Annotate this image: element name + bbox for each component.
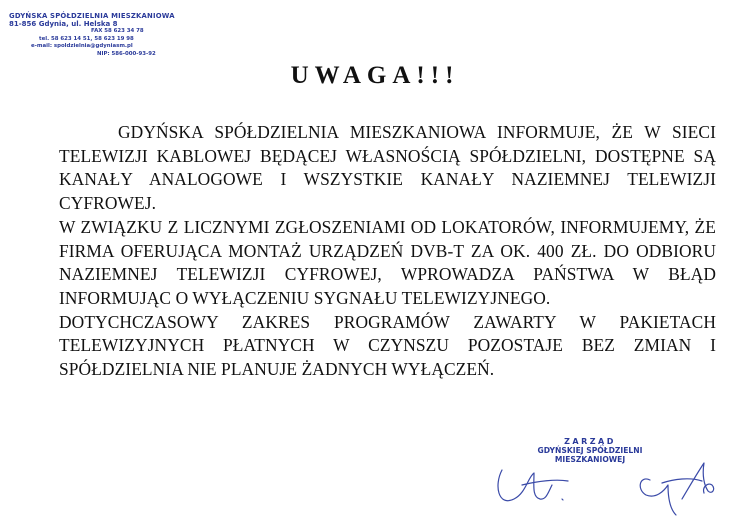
board-stamp-line-1: ZARZĄD — [564, 437, 616, 446]
stamp-email: e-mail: spoldzielnia@gdyniasm.pl — [31, 43, 133, 50]
stamp-org-name: GDYŃSKA SPÓŁDZIELNIA MIESZKANIOWA — [9, 12, 175, 20]
signatures — [490, 455, 730, 522]
board-stamp-line-2: GDYŃSKIEJ SPÓŁDZIELNI — [537, 446, 643, 455]
signature-left — [498, 470, 568, 501]
notice-paragraph-1: GDYŃSKA SPÓŁDZIELNIA MIESZKANIOWA INFORMUJE, ŻE W SIECI TELEWIZJI KABLOWEJ BĘDĄCEJ WŁASNOŚCIĄ SPÓŁDZIELNI, DOSTĘPNE SĄ KANAŁY ANALOGOWE I WSZYSTKIE KANAŁY NAZIEMNEJ TELEWIZJI CYFROWEJ. — [59, 122, 716, 214]
notice-paragraph-2: W ZWIĄZKU Z LICZNYMI ZGŁOSZENIAMI OD LOKATORÓW, INFORMUJEMY, ŻE FIRMA OFERUJĄCA MONTAŻ URZĄDZEŃ DVB-T ZA OK. 400 ZŁ. DO ODBIORU NAZIEMNEJ TELEWIZJI CYFROWEJ, WPROWADZA PAŃSTWA W BŁĄD INFORMUJĄC O WYŁĄCZENIU SYGNAŁU TELEWIZYJNEGO. — [59, 216, 716, 308]
stamp-phone: tel. 58 623 14 51, 58 623 19 98 — [39, 35, 134, 42]
notice-body — [59, 121, 716, 382]
header-stamp — [9, 13, 179, 59]
stamp-nip: NIP: 586-000-93-92 — [97, 50, 156, 57]
board-stamp-line-3: MIESZKANIOWEJ — [554, 455, 626, 464]
notice-paragraph-3: DOTYCHCZASOWY ZAKRES PROGRAMÓW ZAWARTY W PAKIETACH TELEWIZYJNYCH PŁATNYCH W CZYNSZU POZOSTAJE BEZ ZMIAN I SPÓŁDZIELNIA NIE PLANUJE ŻADNYCH WYŁĄCZEŃ. — [59, 311, 716, 380]
stamp-address: 81-856 Gdynia, ul. Helska 8 — [9, 19, 118, 28]
signature-right — [640, 463, 713, 515]
notice-title: UWAGA!!! — [290, 62, 460, 89]
stamp-fax: FAX 58 623 34 78 — [91, 28, 144, 35]
